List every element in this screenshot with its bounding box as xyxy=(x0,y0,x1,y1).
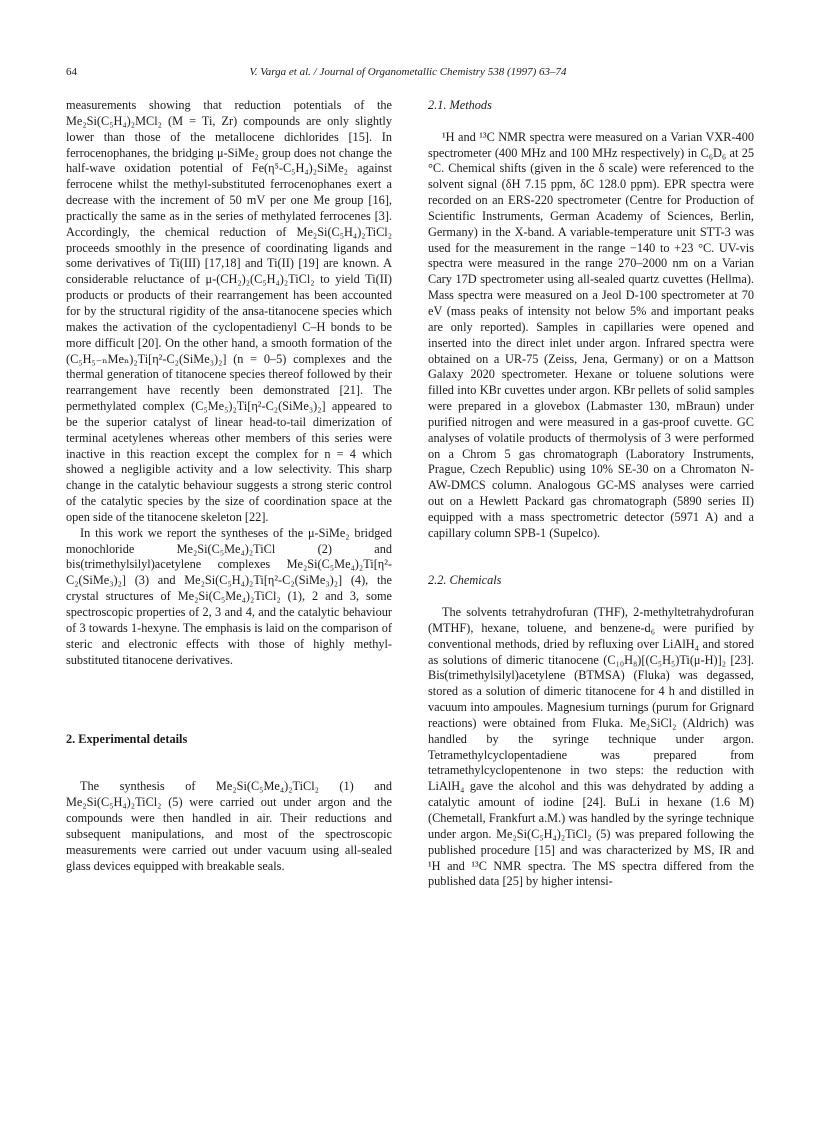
experimental-paragraph: The synthesis of Me₂Si(C₅Me₄)₂TiCl₂ (1) and Me₂Si(C₅H₄)₂TiCl₂ (5) were carried out under argon and the compounds were then handled in air. Their reductions and subsequent manipulations, and most of the spectroscopic measurements were carried out under vacuum using all-sealed glass devices equipped with breakable seals. xyxy=(66,779,392,873)
intro-paragraph-this-work: In this work we report the syntheses of the μ-SiMe₂ bridged monochloride Me₂Si(C₅Me₄)₂TiCl (2) and bis(trimethylsilyl)acetylene complexes Me₂Si(C₅Me₄)₂Ti[η²-C₂(SiMe₃)₂] (3) and Me₂Si(C₅H₄)₂Ti[η²-C₂(SiMe₃)₂] (4), the crystal structures of Me₂Si(C₅Me₄)₂TiCl₂ (1), 2 and 3, some spectroscopic properties of 2, 3 and 4, and the catalytic behaviour of 3 towards 1-hexyne. The emphasis is laid on the comparison of steric and electronic effects with those of highly methyl-substituted titanocene derivatives. xyxy=(66,525,392,667)
page-number: 64 xyxy=(66,66,77,78)
methods-paragraph: ¹H and ¹³C NMR spectra were measured on a Varian VXR-400 spectrometer (400 MHz and 100 MHz respectively) in C₆D₆ at 25 °C. Chemical shifts (given in the δ scale) were referenced to the solvent signal (δH 7.15 ppm, δC 128.0 ppm). EPR spectra were recorded on an ERS-220 spectrometer (Centre for Production of Scientific Instruments, German Academy of Sciences, Berlin, Germany) in the X-band. A variable-temperature unit STT-3 was used for the measurement in the range −140 to +23 °C. UV-vis spectra were measured in the range 270–2000 nm on a Varian Cary 17D spectrometer using all-sealed quartz cuvettes (Hellma). Mass spectra were measured on a Jeol D-100 spectrometer at 70 eV (mass peaks of intensity not below 5% and important peaks are only reported). Samples in capillaries were opened and inserted into the direct inlet under argon. Infrared spectra were obtained on a UR-75 (Zeiss, Jena, Germany) or on a Mattson Galaxy 2020 spectrometer. Hexane or toluene solutions were filled into KBr cuvettes under argon. KBr pellets of solid samples were prepared in a glovebox (Labmaster 130, mBraun) under purified nitrogen and were measured in a gas-proof cuvette. GC analyses of volatile products of thermolysis of 3 were performed on a Chrom 5 gas chromatograph (Laboratory Instruments, Prague, Czech Republic) using 10% SE-30 on a Chromaton N-AW-DMCS column. Analogous GC-MS analyses were carried out on a Hewlett Packard gas chromatograph (5890 series II) equipped with a mass spectrometric detector (5971 A) and a capillary column SPB-1 (Supelco). xyxy=(428,129,754,540)
intro-paragraph-continued: measurements showing that reduction potentials of the Me₂Si(C₅H₄)₂MCl₂ (M = Ti, Zr) compounds are only slightly lower than those of the metallocene dichlorides [15]. In ferrocenophanes, the bridging μ-SiMe₂ group does not change the half-wave oxidation potential of Fe(η⁵-C₅H₄)₂SiMe₂ against ferrocene whilst the methyl-substituted ferrocenophanes exert a decrease with the increment of 50 mV per one Me group [16], practically the same as in the series of methylated ferrocenes [3]. Accordingly, the chemical reduction of Me₂Si(C₅H₄)₂TiCl₂ proceeds smoothly in the presence of coordinating ligands and some derivatives of Ti(III) [17,18] and Ti(II) [19] are known. A considerable reluctance of μ-(CH₂)₂(C₅H₄)₂TiCl₂ to yield Ti(II) products or products of their rearrangement has been accounted for by the structural rigidity of the ansa-titanocene species which makes the activation of the cyclopentadienyl C–H bonds to be more difficult [20]. On the other hand, a smooth formation of the (C₅H₅₋ₙMeₙ)₂Ti[η²-C₂(SiMe₃)₂] (n = 0–5) complexes and the thermal generation of titanocene species thereof followed by their rearrangement have recently been demonstrated [21]. The permethylated complex (C₅Me₅)₂Ti[η²-C₂(SiMe₃)₂] appeared to be the superior catalyst of linear head-to-tail dimerization of terminal acetylenes whereas other members of this series were inactive in this reaction except the complex for n = 4 which showed a negligible activity and a low selectivity. This sharp change in the catalytic behaviour suggests a strong steric control of the catalytic species by the size of coordination space at the open side of the titanocene skeleton [22]. xyxy=(66,98,392,524)
chemicals-paragraph: The solvents tetrahydrofuran (THF), 2-methyltetrahydrofuran (MTHF), hexane, toluene, and benzene-d₆ were purified by conventional methods, dried by refluxing over LiAlH₄ and stored as solutions of dimeric titanocene (C₁₀H₈)[(C₅H₅)Ti(μ-H)]₂ [23]. Bis(trimethylsilyl)acetylene (BTMSA) (Fluka) was degassed, stored as a solution of dimeric titanocene for 4 h and distilled in vacuum into ampoules. Magnesium turnings (purum for Grignard reactions) were obtained from Fluka. Me₂SiCl₂ (Aldrich) was handled by the syringe technique under argon. Tetramethylcyclopentadiene was prepared from tetramethylcyclopentenone in two steps: the reduction with LiAlH₄ gave the alcohol and this was dehydrated by adding a catalytic amount of iodine [24]. BuLi in hexane (1.6 M) (Chemetall, Frankfurt a.M.) was handled by the syringe technique under argon. Me₂Si(C₅H₄)₂TiCl₂ (5) was prepared following the published procedure [15] and was characterized by MS, IR and ¹H and ¹³C NMR spectra. The MS spectra differed from the published data [25] by higher intensi- xyxy=(428,605,754,889)
running-head: V. Varga et al. / Journal of Organometallic Chemistry 538 (1997) 63–74 xyxy=(249,66,567,78)
left-column xyxy=(66,98,392,874)
subsection-heading-methods: 2.1. Methods xyxy=(428,98,492,112)
section-heading-experimental: 2. Experimental details xyxy=(66,731,188,746)
subsection-heading-chemicals: 2.2. Chemicals xyxy=(428,573,502,588)
right-column xyxy=(428,98,754,890)
